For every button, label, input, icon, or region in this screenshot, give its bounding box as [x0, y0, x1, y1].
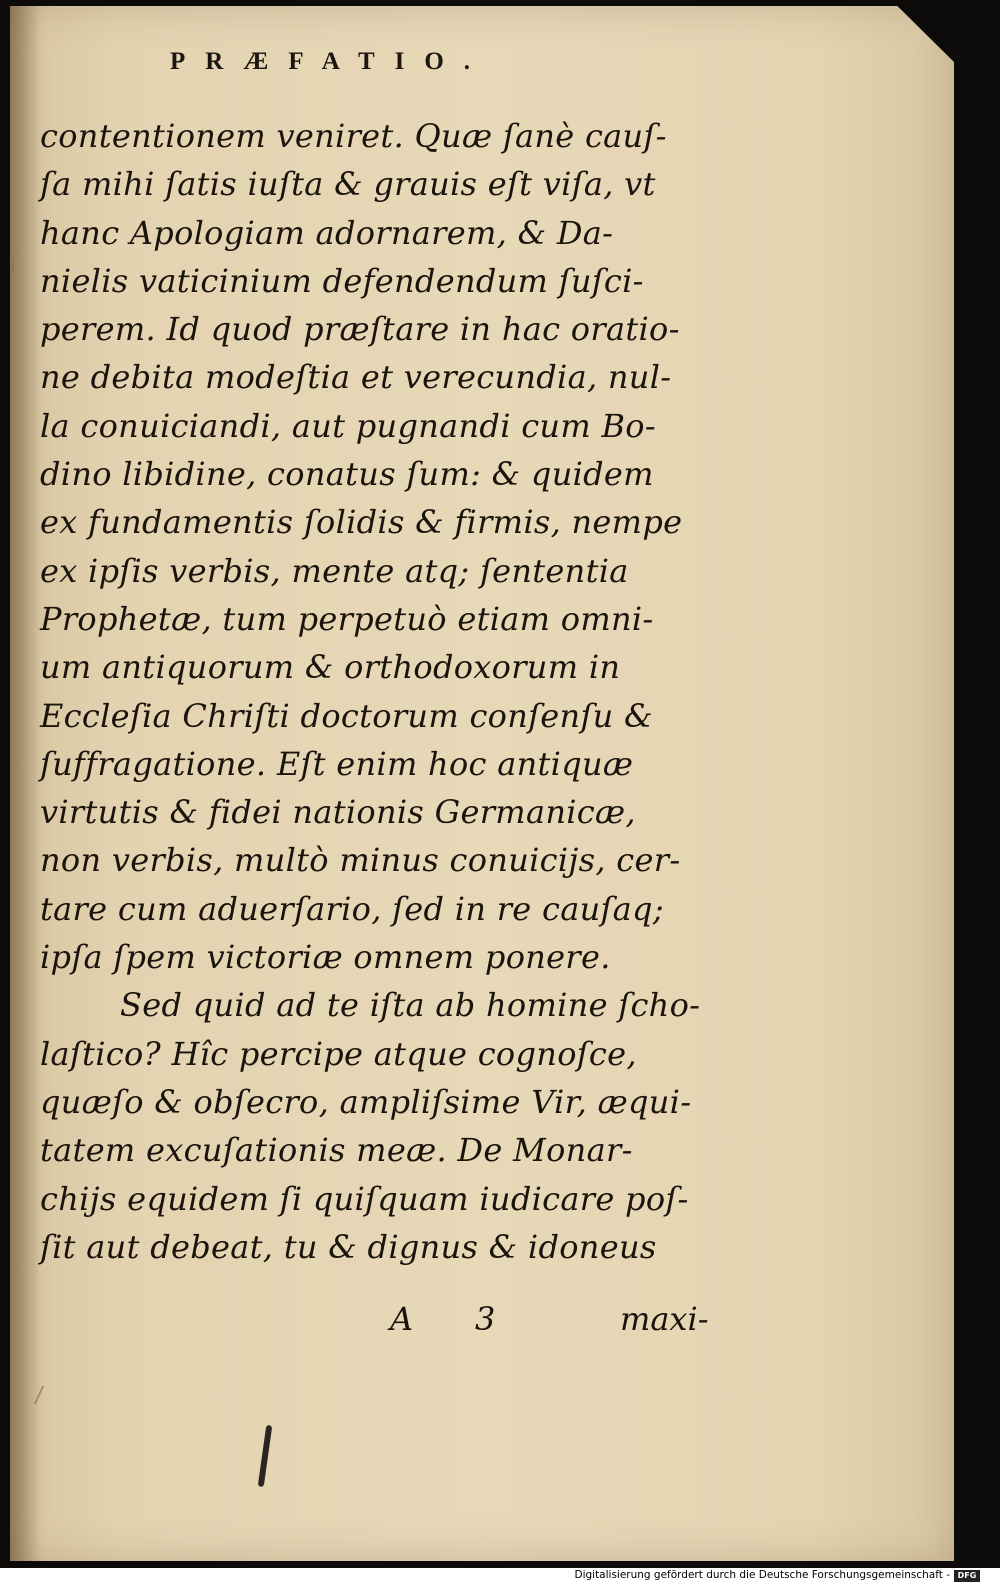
footer-credit: Digitalisierung gefördert durch die Deutsche Forschungsgemeinschaft - — [574, 1569, 950, 1581]
text-line: perem. Id quod præſtare in hac oratio- — [40, 310, 680, 349]
signature-line — [390, 1300, 750, 1340]
catchword: maxi- — [620, 1300, 709, 1338]
text-line: non verbis, multò minus conuicijs, cer- — [40, 841, 681, 880]
text-line: chijs equidem ſi quiſquam iudicare poſ- — [40, 1179, 689, 1218]
digitization-footer — [0, 1568, 1000, 1585]
text-line: ſit aut debeat, tu & dignus & idoneus — [40, 1227, 657, 1266]
text-line: tare cum aduerſario, ſed in re cauſaq; — [40, 889, 664, 928]
running-header: PRÆFATIO. — [170, 48, 491, 75]
text-line: contentionem veniret. Quæ ſanè cauſ- — [40, 117, 667, 155]
text-line: um antiquorum & orthodoxorum in — [40, 648, 621, 687]
text-line: hanc Apologiam adornarem, & Da- — [40, 213, 614, 252]
page-gutter-shadow — [10, 6, 40, 1561]
text-line: nielis vaticinium defendendum ſuſci- — [40, 261, 644, 300]
text-line-paragraph-start: Sed quid ad te iſta ab homine ſcho- — [120, 986, 701, 1025]
text-line: la conuiciandi, aut pugnandi cum Bo- — [40, 406, 656, 445]
text-line: Eccleſia Chriſti doctorum conſenſu & — [40, 696, 653, 735]
text-line: ſuffragatione. Eſt enim hoc antiquæ — [40, 744, 634, 783]
text-line: tatem excuſationis meæ. De Monar- — [40, 1131, 633, 1170]
text-line: ex fundamentis ſolidis & firmis, nempe — [40, 503, 683, 542]
margin-mark — [12, 262, 14, 272]
body-text — [40, 112, 740, 1271]
text-line: ſa mihi ſatis iuſta & grauis eſt viſa, vt — [40, 165, 656, 204]
signature-letter: A — [390, 1300, 414, 1338]
dfg-logo: DFG — [954, 1570, 980, 1582]
text-line: laſtico? Hîc percipe atque cognoſce, — [40, 1034, 637, 1073]
text-line: virtutis & fidei nationis Germanicæ, — [40, 793, 636, 832]
text-line: quæſo & obſecro, ampliſsime Vir, æqui- — [40, 1082, 692, 1121]
text-line: ipſa ſpem victoriæ omnem ponere. — [40, 938, 611, 977]
text-line: Prophetæ, tum perpetuò etiam omni- — [40, 599, 654, 638]
signature-number: 3 — [475, 1300, 496, 1338]
text-line: ne debita modeſtia et verecundia, nul- — [40, 358, 672, 397]
text-line: dino libidine, conatus ſum: & quidem — [40, 455, 654, 494]
text-line: ex ipſis verbis, mente atq; ſententia — [40, 551, 629, 590]
